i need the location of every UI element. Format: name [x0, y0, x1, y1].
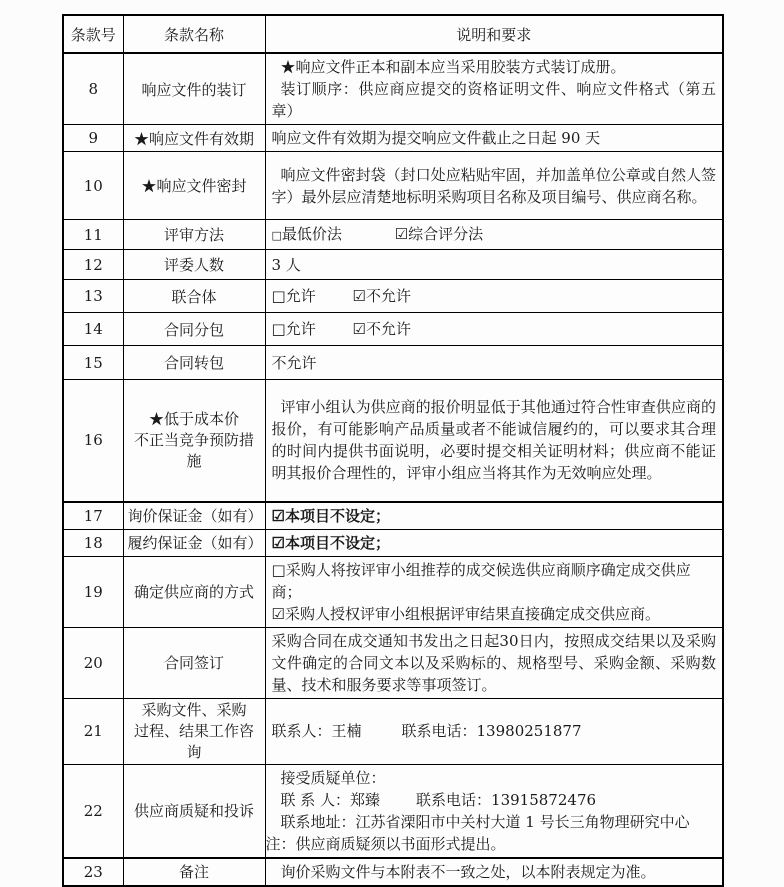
checkbox-checked-icon: ☑ — [352, 287, 366, 305]
table-row-18 — [63, 529, 723, 556]
clause-content — [265, 346, 723, 380]
clause-content — [265, 698, 723, 764]
option-checked — [352, 320, 410, 338]
table-row-19 — [63, 556, 723, 627]
clause-table — [62, 14, 724, 887]
table-row-21 — [63, 698, 723, 764]
clause-content — [265, 313, 723, 346]
clause-name: 询价保证金（如有） — [123, 502, 265, 530]
clause-name-line: 不正当竞争预防措施 — [133, 430, 254, 470]
clause-content — [265, 152, 723, 220]
content-paragraph: 响应文件密封袋（封口处应粘贴牢固，并加盖单位公章或自然人签字）最外层应清楚地标明采购项目名称及项目编号、供应商名称。 — [271, 165, 716, 206]
checkbox-unchecked-icon: □ — [271, 287, 286, 305]
option-label: 不允许 — [365, 320, 411, 338]
table-row-13 — [63, 280, 723, 313]
clause-no: 15 — [63, 346, 123, 380]
clause-name: 评委人数 — [123, 250, 265, 280]
option-label: 本项目不设定； — [284, 533, 390, 552]
table-row-17 — [63, 502, 723, 530]
clause-no: 8 — [63, 53, 123, 125]
content-paragraph: 不允许 — [271, 353, 317, 372]
table-row-16 — [63, 380, 723, 502]
complaint-note: 注：供应商质疑须以书面形式提出。 — [265, 834, 506, 853]
complaint-unit: 接受质疑单位： — [280, 768, 386, 787]
clause-content — [265, 858, 723, 886]
header-clause-name: 条款名称 — [123, 15, 265, 53]
content-paragraph: 3 人 — [271, 255, 301, 274]
clause-content — [265, 53, 723, 125]
table-row-12 — [63, 250, 723, 280]
choice-label: 采购人将按评审小组推荐的成交候选供应商顺序确定成交供应商； — [271, 560, 691, 601]
clause-no: 18 — [63, 529, 123, 556]
clause-no: 10 — [63, 152, 123, 220]
clause-no: 19 — [63, 556, 123, 627]
complaint-contact-line — [272, 789, 717, 811]
header-description: 说明和要求 — [265, 15, 723, 53]
clause-content — [265, 280, 723, 313]
option-unchecked — [272, 287, 316, 305]
option-checked — [352, 287, 410, 305]
table-row-11 — [63, 220, 723, 250]
clause-content — [265, 529, 723, 556]
option-label: 不允许 — [365, 287, 411, 305]
table-row-14 — [63, 313, 723, 346]
choice-label: 采购人授权评审小组根据评审结果直接确定成交供应商。 — [284, 604, 660, 623]
clause-content — [265, 220, 723, 250]
clause-content — [265, 250, 723, 280]
clause-no: 11 — [63, 220, 123, 250]
table-row-8 — [63, 53, 723, 125]
clause-no: 21 — [63, 698, 123, 764]
clause-name-line: 采购文件、采购 — [141, 700, 247, 719]
clause-no: 22 — [63, 764, 123, 858]
clause-no: 13 — [63, 280, 123, 313]
checkbox-checked-icon: ☑ — [271, 604, 285, 623]
clause-no: 14 — [63, 313, 123, 346]
choice-checked — [272, 603, 717, 625]
option-unchecked — [272, 225, 342, 243]
complaint-address: 联系地址：江苏省溧阳市中关村大道 1 号长三角物理研究中心 — [280, 812, 690, 831]
clause-name — [123, 380, 265, 502]
option-label: 本项目不设定； — [284, 506, 390, 525]
clause-no: 12 — [63, 250, 123, 280]
content-paragraph: ★响应文件正本和副本应当采用胶装方式装订成册。 — [280, 58, 626, 76]
content-paragraph: 响应文件有效期为提交响应文件截止之日起 90 天 — [271, 129, 601, 147]
clause-name: 履约保证金（如有） — [123, 529, 265, 556]
clause-name: 合同转包 — [123, 346, 265, 380]
contact-phone: 联系电话：13980251877 — [401, 722, 582, 740]
checkbox-unchecked-icon: □ — [271, 320, 286, 338]
clause-no: 20 — [63, 627, 123, 698]
clause-no: 9 — [63, 125, 123, 152]
checkbox-unchecked-icon: □ — [271, 560, 286, 579]
option-label: 允许 — [285, 320, 316, 338]
table-row-23 — [63, 858, 723, 886]
clause-name — [123, 698, 265, 764]
complaint-person: 联 系 人：郑臻 — [280, 790, 381, 809]
option-unchecked — [272, 320, 316, 338]
table-row-10 — [63, 152, 723, 220]
clause-no: 23 — [63, 858, 123, 886]
clause-content — [265, 502, 723, 530]
complaint-phone: 联系电话：13915872476 — [416, 790, 597, 809]
checkbox-unchecked-icon: □ — [271, 228, 282, 242]
clause-name-line: ★低于成本价 — [148, 409, 239, 428]
clause-content — [265, 125, 723, 152]
clause-name: 合同签订 — [123, 627, 265, 698]
choice-unchecked — [272, 559, 717, 603]
table-row-9 — [63, 125, 723, 152]
table-row-22 — [63, 764, 723, 858]
table-header-row — [63, 15, 723, 53]
checkbox-checked-icon: ☑ — [352, 320, 366, 338]
content-paragraph: 询价采购文件与本附表不一致之处，以本附表规定为准。 — [280, 862, 656, 881]
clause-content — [265, 556, 723, 627]
clause-name: 联合体 — [123, 280, 265, 313]
clause-name: ★响应文件密封 — [123, 152, 265, 220]
clause-content — [265, 380, 723, 502]
clause-name: ★响应文件有效期 — [123, 125, 265, 152]
option-checked — [395, 225, 483, 243]
content-paragraph: 采购合同在成交通知书发出之日起30日内，按照成交结果以及采购文件确定的合同文本以及采购标的、规格型号、采购金额、采购数量、技术和服务要求等事项签订。 — [271, 631, 716, 694]
option-label: 最低价法 — [281, 224, 342, 243]
clause-name-line: 过程、结果工作咨询 — [133, 721, 254, 761]
clause-name: 供应商质疑和投诉 — [123, 764, 265, 858]
clause-content — [265, 627, 723, 698]
clause-name: 响应文件的装订 — [123, 53, 265, 125]
header-clause-no: 条款号 — [63, 15, 123, 53]
table-row-15 — [63, 346, 723, 380]
checkbox-checked-icon: ☑ — [271, 533, 285, 552]
checkbox-checked-icon: ☑ — [394, 224, 409, 243]
option-label: 综合评分法 — [408, 224, 484, 243]
content-paragraph: 装订顺序：供应商应提交的资格证明文件、响应文件格式（第五章） — [271, 80, 716, 120]
clause-name: 确定供应商的方式 — [123, 556, 265, 627]
clause-name: 合同分包 — [123, 313, 265, 346]
document-page — [62, 14, 724, 887]
contact-person: 联系人：王楠 — [271, 722, 362, 740]
clause-name: 评审方法 — [123, 220, 265, 250]
clause-content — [265, 764, 723, 858]
clause-no: 16 — [63, 380, 123, 502]
clause-name: 备注 — [123, 858, 265, 886]
clause-no: 17 — [63, 502, 123, 530]
table-row-20 — [63, 627, 723, 698]
option-label: 允许 — [285, 287, 316, 305]
content-paragraph: 评审小组认为供应商的报价明显低于其他通过符合性审查供应商的报价，有可能影响产品质量或者不能诚信履约的，可以要求其合理的时间内提供书面说明，必要时提交相关证明材料；供应商不能证明其报价合理性的，评审小组应当将其作为无效响应处理。 — [271, 398, 716, 483]
checkbox-checked-icon: ☑ — [271, 506, 285, 525]
